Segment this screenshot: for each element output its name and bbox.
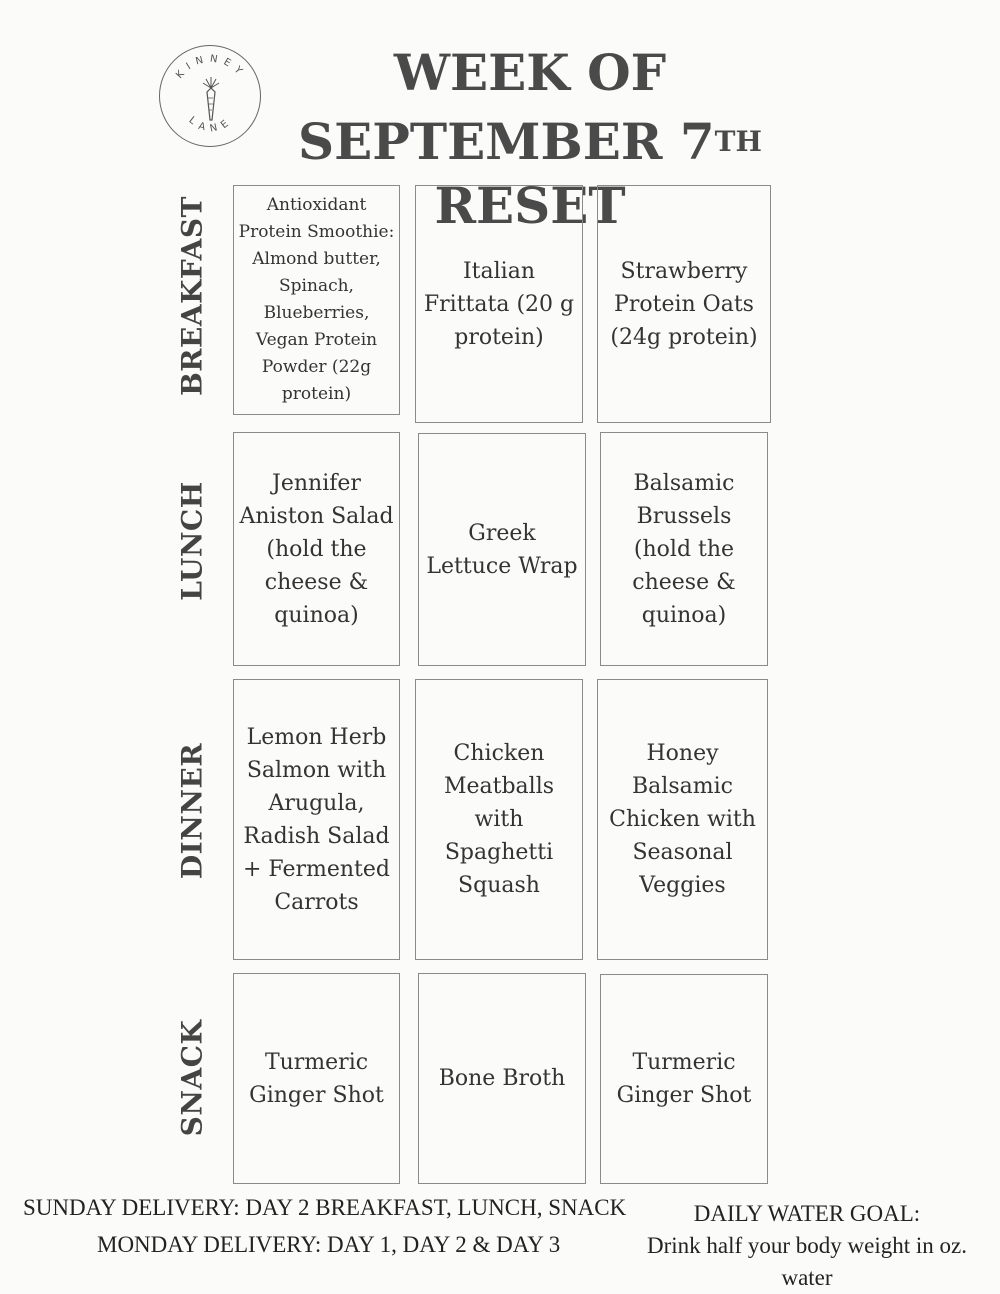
dinner-day3-cell: Honey Balsamic Chicken with Seasonal Veggies [597, 679, 768, 960]
water-goal-text: Drink half your body weight in oz. water [646, 1233, 968, 1290]
title-reset: RESET [434, 176, 626, 235]
snack-day3-cell: Turmeric Ginger Shot [600, 974, 768, 1184]
water-goal [642, 1198, 972, 1294]
title-superscript: TH [714, 125, 762, 158]
monday-delivery-note: MONDAY DELIVERY: DAY 1, DAY 2 & DAY 3 [97, 1232, 561, 1257]
water-goal-title: DAILY WATER GOAL: [693, 1201, 921, 1226]
lunch-day3-cell: Balsamic Brussels (hold the cheese & quinoa) [600, 432, 768, 666]
breakfast-day3-cell: Strawberry Protein Oats (24g protein) [597, 185, 771, 423]
sunday-delivery-note: SUNDAY DELIVERY: DAY 2 BREAKFAST, LUNCH, SNACK [23, 1195, 627, 1220]
breakfast-day2-cell: Italian Frittata (20 g protein) [415, 185, 583, 423]
logo-top-text: KINNEY [174, 53, 248, 82]
snack-day2-cell: Bone Broth [418, 973, 586, 1184]
svg-text:LANE [187, 115, 236, 135]
lunch-day1-cell: Jennifer Aniston Salad (hold the cheese & quinoa) [233, 432, 400, 666]
logo-bottom-text: LANE [186, 114, 236, 135]
dinner-day2-cell: Chicken Meatballs with Spaghetti Squash [415, 679, 583, 960]
snack-day1-cell: Turmeric Ginger Shot [233, 973, 400, 1184]
title-date: SEPTEMBER 7 [298, 112, 715, 171]
lunch-day2-cell: Greek Lettuce Wrap [418, 433, 586, 666]
page-title-line1: WEEK OF [393, 43, 667, 102]
breakfast-day1-cell: Antioxidant Protein Smoothie: Almond butter, Spinach, Blueberries, Vegan Protein Powder (22g protein) [233, 185, 400, 415]
dinner-day1-cell: Lemon Herb Salmon with Arugula, Radish Salad + Fermented Carrots [233, 679, 400, 960]
